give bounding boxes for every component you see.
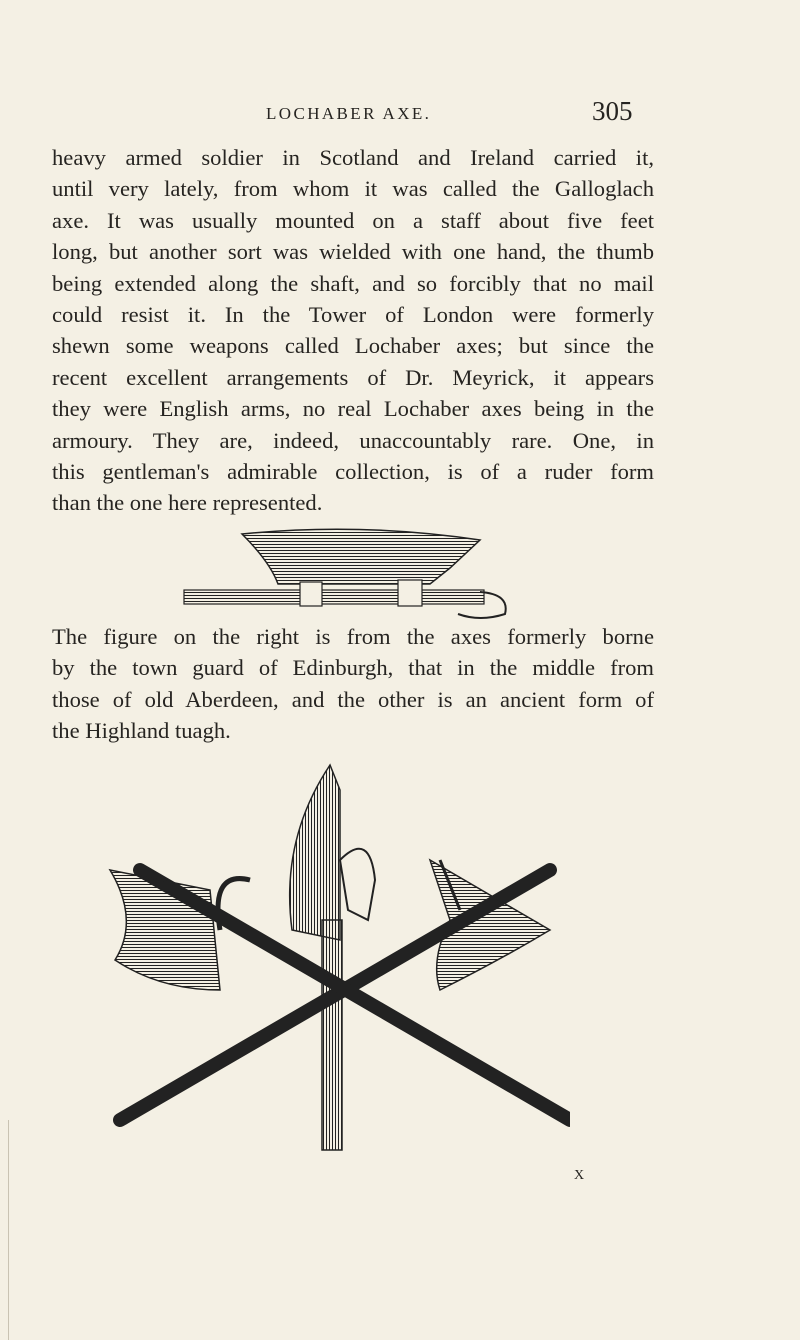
text-line: those of old Aberdeen, and the other is an ancient form of [52,686,654,712]
text-line: this gentleman's admirable collection, is of a ruder form [52,459,654,485]
text-line: by the town guard of Edinburgh, that in the middle from [52,655,654,681]
page-number: 305 [592,96,633,126]
running-title: LOCHABER AXE. [266,104,432,123]
text-line: until very lately, from whom it was called the Galloglach [52,176,654,202]
paragraph-galloglach-axe [52,142,654,519]
text-line: could resist it. In the Tower of London were formerly [52,302,654,328]
axe-head-illustration [180,522,520,622]
text-line: shewn some weapons called Lochaber axes; but since the [52,333,654,359]
text-line: the Highland tuagh. [52,718,231,744]
text-line: recent excellent arrangements of Dr. Meyrick, it appears [52,364,654,390]
plate-mark: X [574,1168,586,1183]
page-edge-line [8,1120,9,1340]
text-line: than the one here represented. [52,490,323,516]
text-line: heavy armed soldier in Scotland and Ireland carried it, [52,145,654,170]
text-line: long, but another sort was wielded with one hand, the thumb [52,239,654,265]
text-line: axe. It was usually mounted on a staff about five feet [52,207,654,233]
crossed-axes-illustration [100,760,570,1160]
text-line: being extended along the shaft, and so forcibly that no mail [52,270,654,296]
text-line: they were English arms, no real Lochaber axes being in the [52,396,654,422]
paragraph-figure-description [52,621,654,747]
text-line: The figure on the right is from the axes formerly borne [52,624,654,649]
text-line: armoury. They are, indeed, unaccountably rare. One, in [52,427,654,453]
